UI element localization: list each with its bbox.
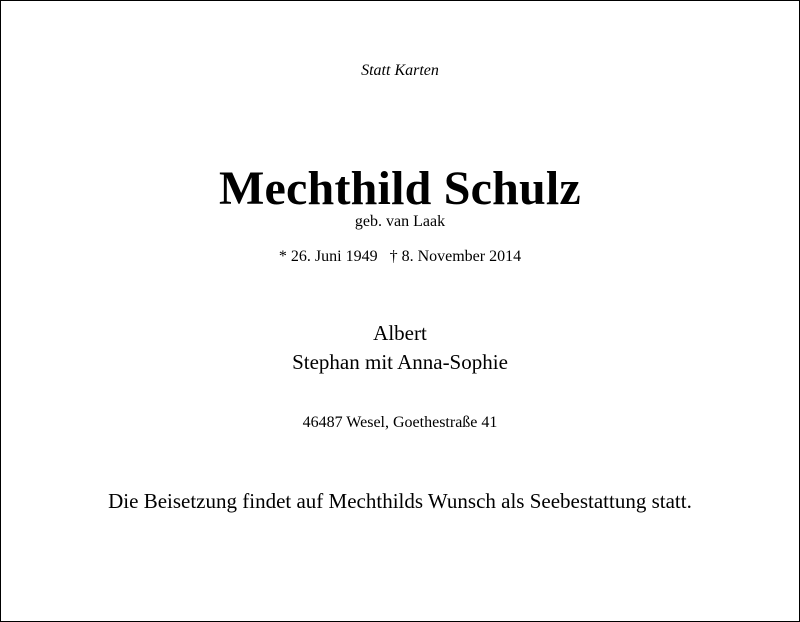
deceased-name: Mechthild Schulz: [219, 162, 581, 215]
mourner-address: 46487 Wesel, Goethestraße 41: [302, 414, 498, 431]
header-text: Statt Karten: [361, 62, 439, 79]
death-date: † 8. November 2014: [389, 248, 522, 265]
birth-date: * 26. Juni 1949: [278, 248, 378, 265]
life-dates: [1, 248, 799, 266]
mourner-name: Stephan mit Anna-Sophie: [292, 350, 508, 374]
maiden-name: geb. van Laak: [354, 213, 446, 230]
mourner-name: Albert: [373, 321, 427, 345]
burial-notice: Die Beisetzung findet auf Mechthilds Wunsch als Seebestattung statt.: [108, 489, 692, 513]
